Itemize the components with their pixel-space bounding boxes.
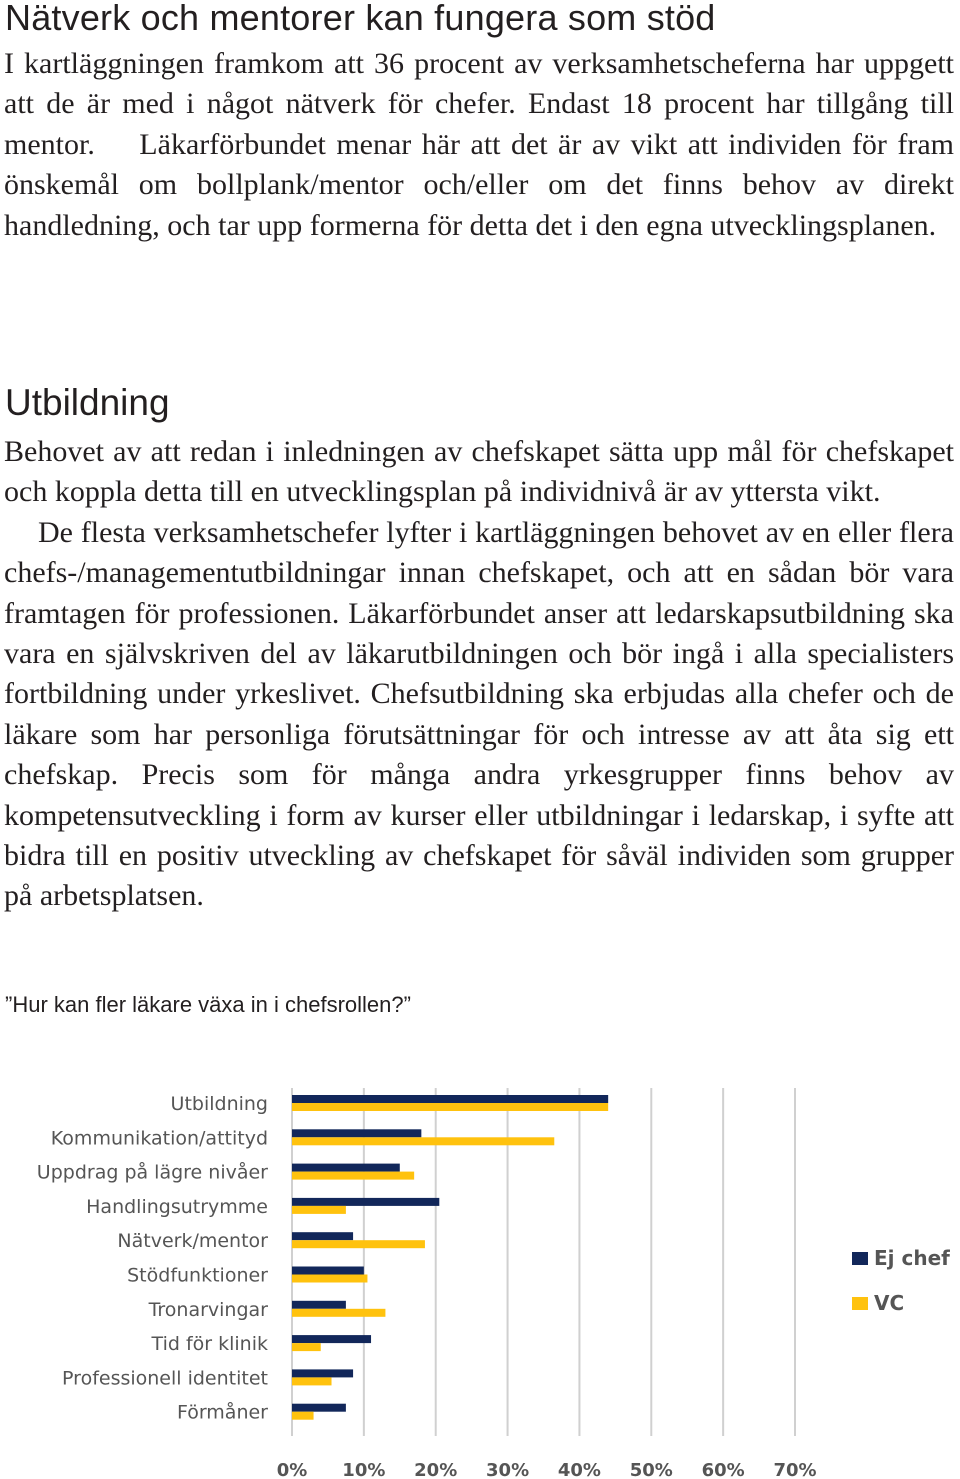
x-tick-label: 30% [486,1460,530,1479]
bar-ej-chef [292,1095,608,1103]
bar-vc [292,1206,346,1214]
bar-ej-chef [292,1267,364,1275]
body-paragraph-network [4,44,954,246]
bar-chart [0,1076,960,1479]
bar-ej-chef [292,1129,421,1137]
category-label: Handlingsutrymme [86,1195,268,1218]
bar-vc [292,1412,314,1420]
paragraph-text: Läkarförbundet menar här att det är av vikt att individen för fram önskemål om bollplank/mentor och/eller om det finns behov av direkt handledning, och tar upp formerna för detta det i den egna utvecklingsplanen. [4,127,955,242]
bar-vc [292,1343,321,1351]
bar-vc [292,1137,554,1145]
category-label: Förmåner [176,1401,268,1424]
bar-ej-chef [292,1335,371,1343]
bar-vc [292,1172,414,1180]
category-label: Tronarvingar [148,1298,268,1321]
x-tick-label: 20% [414,1460,458,1479]
category-label: Nätverk/mentor [117,1230,268,1253]
x-tick-label: 10% [342,1460,386,1479]
legend-swatch [852,1297,868,1310]
section-heading-education: Utbildning [5,382,170,423]
x-tick-label: 40% [557,1460,601,1479]
legend-swatch [852,1252,868,1265]
category-label: Utbildning [170,1093,268,1115]
x-tick-label: 70% [773,1460,817,1479]
x-tick-label: 50% [629,1460,673,1479]
section-heading-network: Nätverk och mentorer kan fungera som stöd [5,0,716,38]
bar-vc [292,1275,367,1283]
x-tick-label: 0% [276,1460,308,1479]
paragraph-text: De flesta verksamhetschefer lyfter i kartläggningen behovet av en eller flera chefs-/managementutbildningar innan chefskapet, och att en sådan bör vara framtagen för professionen. Läkarförbundet anser att ledarskapsutbildning ska vara en självskriven del av läkarutbildningen och bör ingå i alla specialisters fortbildning under yrkeslivet. Chefsutbildning ska erbjudas alla chefer och de läkare som har personliga förutsättningar för och intresse av att åta sig ett chefskap. Precis som för många andra yrkesgrupper finns behov av kompetensutveckling i form av kurser eller utbildningar i ledarskap, i syfte att bidra till en positiv utveckling av chefskapet för såväl individen som grupper på arbetsplatsen. [4,515,954,913]
category-label: Professionell identitet [62,1367,268,1390]
legend-label: Ej chef [874,1246,950,1270]
bar-ej-chef [292,1369,353,1377]
bar-ej-chef [292,1164,400,1172]
bar-ej-chef [292,1198,439,1206]
bar-vc [292,1377,332,1385]
bar-ej-chef [292,1232,353,1240]
bar-vc [292,1309,385,1317]
chart-caption-quote: ”Hur kan fler läkare växa in i chefsrollen?” [5,992,411,1017]
x-tick-label: 60% [701,1460,745,1479]
category-label: Kommunikation/attityd [50,1127,268,1150]
bar-vc [292,1103,608,1111]
category-label: Stödfunktioner [127,1264,268,1287]
paragraph-text: Behovet av att redan i inledningen av chefskapet sätta upp mål för chefskapet och koppla detta till en utvecklingsplan på individnivå är av yttersta vikt. [4,435,954,509]
legend-label: VC [874,1291,905,1315]
bar-vc [292,1240,425,1248]
category-label: Uppdrag på lägre nivåer [36,1161,268,1184]
bar-ej-chef [292,1404,346,1412]
bar-ej-chef [292,1301,346,1309]
body-paragraph-education [4,432,954,917]
paragraph-text: I kartläggningen framkom att 36 procent av verksamhetscheferna har uppgett att de är med i något nätverk för chefer. Endast 18 procent har tillgång till mentor. [4,47,954,161]
category-label: Tid för klinik [151,1333,268,1356]
